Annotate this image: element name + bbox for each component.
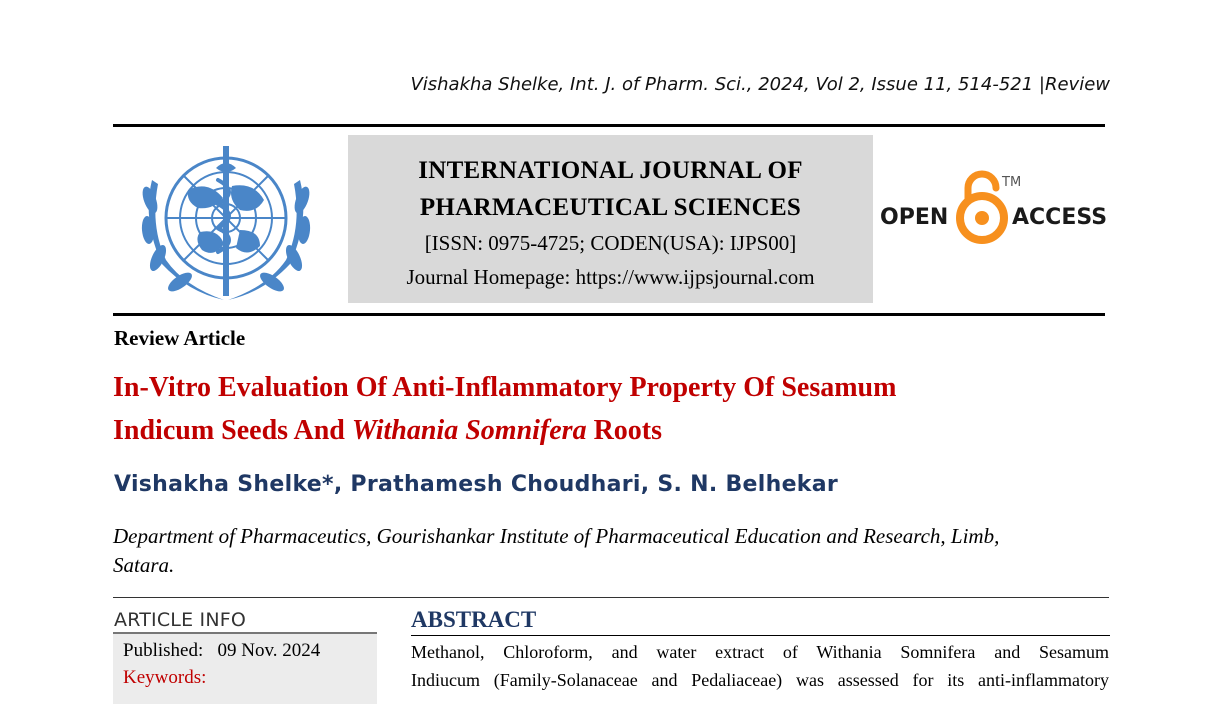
open-access-word-access: ACCESS: [1012, 205, 1108, 230]
abstract-rule: [411, 635, 1110, 636]
published-row: [123, 640, 320, 662]
affiliation-line-2: Satara.: [113, 553, 175, 577]
un-emblem-icon: [128, 140, 324, 306]
running-header-citation: Vishakha Shelke, Int. J. of Pharm. Sci., 2024, Vol 2, Issue 11, 514-521 |Review: [410, 74, 1110, 95]
open-access-logo: [880, 166, 1108, 252]
open-access-word-open: OPEN: [880, 205, 949, 230]
header-bottom-rule: [113, 313, 1105, 316]
abstract-heading: ABSTRACT: [411, 607, 537, 632]
article-title: [113, 366, 1073, 452]
section-divider: [113, 597, 1109, 598]
article-type: Review Article: [114, 326, 246, 350]
article-title-segment-end: Roots: [586, 415, 663, 446]
author-affiliation: [113, 522, 1073, 580]
published-label: Published:: [123, 640, 204, 661]
journal-title-line-1: INTERNATIONAL JOURNAL OF: [418, 157, 803, 184]
journal-title-box: [348, 135, 873, 303]
article-title-italic-segment: Withania Somnifera: [351, 415, 587, 446]
article-info-box: [113, 632, 377, 704]
affiliation-line-1: Department of Pharmaceutics, Gourishankar Institute of Pharmaceutical Education and Research, Limb,: [113, 524, 1000, 548]
abstract-text: [411, 638, 1109, 694]
journal-issn: [ISSN: 0975-4725; CODEN(USA): IJPS00]: [424, 231, 797, 255]
article-info-heading: ARTICLE INFO: [114, 609, 247, 631]
keywords-label: Keywords:: [123, 667, 207, 688]
journal-title: [348, 152, 873, 226]
header-top-rule: [113, 124, 1105, 127]
journal-homepage-link[interactable]: Journal Homepage: https://www.ijpsjournal.com: [406, 265, 815, 289]
trademark-mark: TM: [1002, 175, 1022, 190]
published-date: 09 Nov. 2024: [217, 640, 321, 661]
journal-title-line-2: PHARMACEUTICAL SCIENCES: [419, 194, 802, 221]
abstract-line-1: Methanol, Chloroform, and water extract of Withania Somnifera and Sesamum: [411, 642, 1109, 662]
abstract-line-2: Indiucum (Family-Solanaceae and Pedaliaceae) was assessed for its anti-inflammatory: [411, 670, 1109, 690]
article-title-segment: Indicum Seeds And: [113, 415, 352, 446]
article-title-line-2: [113, 409, 1073, 452]
article-title-line-1: In-Vitro Evaluation Of Anti-Inflammatory Property Of Sesamum: [113, 372, 897, 403]
open-access-lock-icon: [960, 174, 1004, 240]
author-list: Vishakha Shelke*, Prathamesh Choudhari, S. N. Belhekar: [114, 472, 839, 497]
